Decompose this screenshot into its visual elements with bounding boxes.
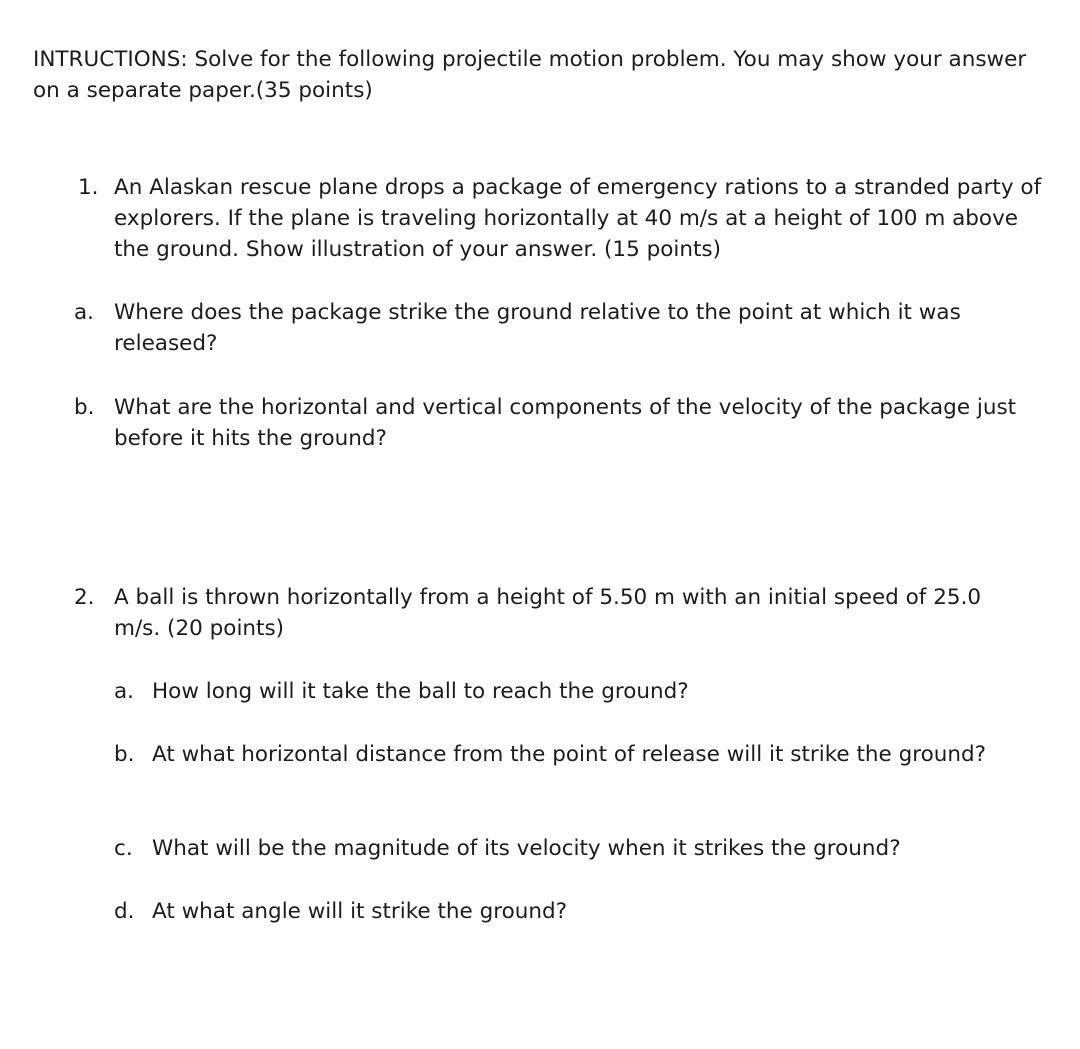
problem-2-part-d-text: At what angle will it strike the ground?: [152, 899, 568, 924]
problem-2-part-c-letter: c.: [114, 836, 133, 861]
problem-2-part-d-letter: d.: [114, 899, 135, 924]
instructions-paragraph: INTRUCTIONS: Solve for the following projectile motion problem. You may show your answer on a separate paper.(35 points): [33, 47, 1027, 103]
problem-2-part-c-text: What will be the magnitude of its velocity when it strikes the ground?: [152, 836, 901, 861]
problem-1-number: 1.: [78, 175, 99, 200]
problem-1-part-a-letter: a.: [74, 300, 95, 325]
problem-2-part-a-letter: a.: [114, 679, 135, 704]
problem-2-part-b-text: At what horizontal distance from the point of release will it strike the ground?: [152, 742, 987, 767]
problem-2-part-a-text: How long will it take the ball to reach the ground?: [152, 679, 689, 704]
problem-1-part-b-letter: b.: [74, 395, 95, 420]
problem-2-number: 2.: [74, 585, 95, 610]
problem-1-part-a-text: Where does the package strike the ground relative to the point at which it was released?: [114, 300, 961, 356]
problem-2-text: A ball is thrown horizontally from a height of 5.50 m with an initial speed of 25.0 m/s. (20 points): [114, 585, 982, 641]
problem-1-text: An Alaskan rescue plane drops a package of emergency rations to a stranded party of explorers. If the plane is traveling horizontally at 40 m/s at a height of 100 m above the ground. Show illustration of your answer. (15 points): [114, 175, 1042, 262]
problem-2-part-b-letter: b.: [114, 742, 135, 767]
problem-1-part-b-text: What are the horizontal and vertical components of the velocity of the package just before it hits the ground?: [114, 395, 1017, 451]
